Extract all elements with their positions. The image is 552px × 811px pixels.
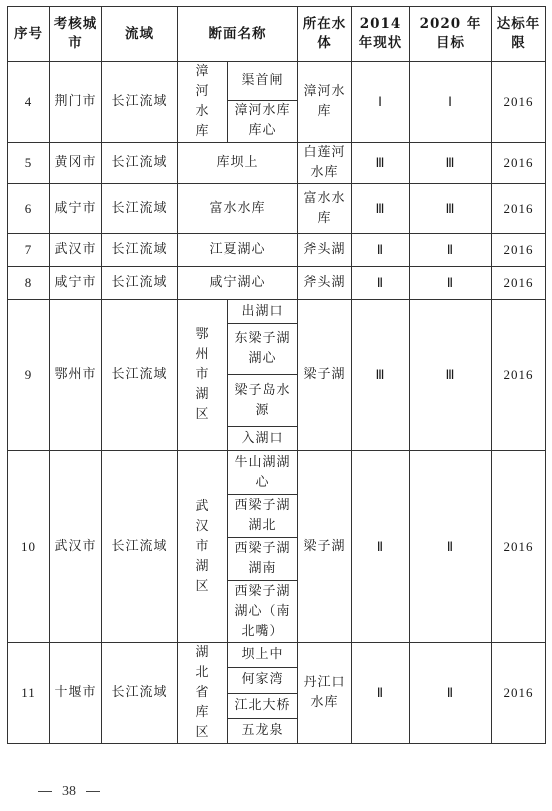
seq-cell (8, 643, 50, 744)
section-cell-text: 富水水库 (209, 200, 266, 216)
table-row (8, 62, 546, 101)
target-2020-cell-text: Ⅲ (445, 367, 456, 382)
city-cell (50, 62, 102, 143)
section-cell-text: 坝上中 (241, 647, 284, 663)
target-2020-cell (410, 62, 492, 143)
deadline-cell (492, 234, 546, 267)
target-2020-cell-text: Ⅱ (446, 538, 455, 554)
status-2014-cell (352, 62, 410, 143)
section-cell (228, 693, 298, 718)
deadline-cell-text: 2016 (503, 200, 534, 216)
city-cell-text: 咸宁市 (54, 275, 97, 290)
deadline-cell (492, 300, 546, 451)
section-cell (228, 100, 298, 142)
target-2020-cell (410, 234, 492, 267)
basin-cell (102, 451, 178, 643)
deadline-cell (492, 143, 546, 184)
table-row (8, 143, 546, 184)
water-cell-text: 梁子湖 (303, 367, 346, 382)
section-cell (228, 427, 298, 451)
section-cell-text: 西梁子湖湖南 (234, 541, 291, 576)
header-row (8, 7, 546, 62)
target-2020-cell-text: Ⅱ (446, 685, 455, 700)
status-2014-cell-text: Ⅱ (376, 685, 385, 700)
target-2020-cell (410, 300, 492, 451)
status-2014-cell (352, 300, 410, 451)
status-2014-cell-text: Ⅱ (376, 242, 385, 257)
status-2014-cell-text: Ⅲ (375, 367, 386, 382)
status-2014-cell (352, 143, 410, 184)
section-group-cell (178, 62, 228, 143)
basin-cell (102, 643, 178, 744)
target-2020-cell (410, 267, 492, 300)
deadline-cell (492, 184, 546, 234)
section-group-cell-text: 鄂州市湖区 (195, 327, 210, 422)
section-cell-text: 梁子岛水源 (234, 382, 291, 418)
section-cell-text: 何家湾 (241, 672, 284, 688)
section-cell-text: 五龙泉 (241, 722, 284, 738)
water-cell (298, 267, 352, 300)
page-footer (28, 784, 110, 800)
seq-cell (8, 267, 50, 300)
target-2020-cell (410, 143, 492, 184)
basin-cell (102, 300, 178, 451)
basin-cell-text: 长江流域 (111, 200, 168, 216)
deadline-cell-text: 2016 (503, 94, 534, 109)
water-quality-table (7, 6, 546, 744)
header-deadline: 达标年限 (492, 7, 546, 62)
city-cell-text: 十堰市 (54, 685, 97, 700)
target-2020-cell-text: Ⅰ (448, 94, 453, 109)
section-cell (178, 143, 298, 184)
section-cell (178, 184, 298, 234)
page-number: 38 (62, 784, 76, 799)
city-cell (50, 143, 102, 184)
table-row (8, 643, 546, 668)
deadline-cell-text: 2016 (503, 275, 534, 290)
section-group-cell (178, 300, 228, 451)
status-2014-cell (352, 184, 410, 234)
header-city: 考核城市 (50, 7, 102, 62)
basin-cell-text: 长江流域 (111, 275, 168, 290)
section-cell (228, 62, 298, 101)
section-cell (228, 668, 298, 693)
seq-cell-text: 4 (24, 94, 33, 109)
deadline-cell-text: 2016 (503, 538, 534, 554)
table-row (8, 184, 546, 234)
seq-cell (8, 234, 50, 267)
deadline-cell (492, 643, 546, 744)
basin-cell (102, 62, 178, 143)
deadline-cell-text: 2016 (503, 155, 534, 170)
section-cell (228, 643, 298, 668)
table-row (8, 300, 546, 324)
header-target-2020: 2020 年目标 (410, 7, 492, 62)
section-cell-text: 西梁子湖湖北 (234, 498, 291, 533)
section-cell-text: 出湖口 (241, 303, 284, 319)
section-group-cell-text: 漳河水库 (195, 64, 210, 139)
city-cell-text: 黄冈市 (54, 155, 97, 170)
water-cell-text: 斧头湖 (303, 242, 346, 257)
city-cell (50, 267, 102, 300)
section-group-cell-text: 湖北省库区 (195, 645, 210, 740)
status-2014-cell-text: Ⅲ (375, 155, 386, 170)
deadline-cell (492, 451, 546, 643)
target-2020-cell-text: Ⅲ (445, 155, 456, 170)
seq-cell (8, 451, 50, 643)
seq-cell-text: 6 (24, 200, 33, 216)
water-cell (298, 143, 352, 184)
section-cell (228, 495, 298, 538)
basin-cell-text: 长江流域 (111, 155, 168, 170)
section-cell (228, 581, 298, 643)
seq-cell-text: 9 (24, 367, 33, 382)
status-2014-cell (352, 643, 410, 744)
section-cell-text: 牛山湖湖心 (234, 454, 291, 490)
basin-cell (102, 143, 178, 184)
section-cell-text: 咸宁湖心 (209, 275, 266, 290)
water-cell-text: 梁子湖 (303, 538, 346, 554)
city-cell-text: 武汉市 (54, 242, 97, 257)
basin-cell-text: 长江流域 (111, 538, 168, 554)
water-cell (298, 643, 352, 744)
header-basin: 流域 (102, 7, 178, 62)
basin-cell-text: 长江流域 (111, 685, 168, 700)
status-2014-cell-text: Ⅱ (376, 538, 385, 554)
deadline-cell (492, 267, 546, 300)
target-2020-cell (410, 184, 492, 234)
seq-cell (8, 143, 50, 184)
footer-dash-left (38, 791, 52, 792)
header-section: 断面名称 (178, 7, 298, 62)
seq-cell-text: 7 (24, 242, 33, 257)
status-2014-cell-text: Ⅲ (375, 200, 386, 216)
section-cell (178, 267, 298, 300)
basin-cell (102, 234, 178, 267)
deadline-cell-text: 2016 (503, 367, 534, 382)
city-cell-text: 鄂州市 (54, 367, 97, 382)
deadline-cell-text: 2016 (503, 685, 534, 700)
target-2020-cell-text: Ⅲ (445, 200, 456, 216)
section-group-cell-text: 武汉市湖区 (195, 498, 210, 594)
seq-cell (8, 184, 50, 234)
seq-cell (8, 300, 50, 451)
city-cell-text: 武汉市 (54, 538, 97, 554)
basin-cell (102, 184, 178, 234)
seq-cell-text: 10 (21, 538, 36, 554)
section-group-cell (178, 643, 228, 744)
status-2014-cell-text: Ⅱ (376, 275, 385, 290)
status-2014-cell-text: Ⅰ (378, 94, 383, 109)
table-row (8, 451, 546, 495)
status-2014-cell (352, 267, 410, 300)
section-cell (228, 538, 298, 581)
section-group-cell (178, 451, 228, 643)
section-cell-text: 江夏湖心 (209, 242, 266, 257)
water-cell (298, 62, 352, 143)
basin-cell-text: 长江流域 (111, 242, 168, 257)
city-cell-text: 荆门市 (54, 94, 97, 109)
seq-cell-text: 11 (21, 685, 36, 700)
basin-cell (102, 267, 178, 300)
status-2014-cell (352, 234, 410, 267)
target-2020-cell (410, 643, 492, 744)
table-row (8, 267, 546, 300)
seq-cell-text: 8 (24, 275, 33, 290)
water-cell-text: 斧头湖 (303, 275, 346, 290)
table-row (8, 234, 546, 267)
section-cell (228, 300, 298, 324)
water-cell (298, 451, 352, 643)
city-cell (50, 234, 102, 267)
section-cell-text: 东梁子湖湖心 (234, 331, 291, 366)
section-cell-text: 渠首闸 (241, 72, 284, 88)
water-cell-text: 漳河水库 (303, 84, 346, 119)
header-status-2014: 2014 年现状 (352, 7, 410, 62)
section-cell (178, 234, 298, 267)
seq-cell-text: 5 (24, 155, 33, 170)
water-cell (298, 184, 352, 234)
section-cell-text: 江北大桥 (234, 697, 291, 713)
basin-cell-text: 长江流域 (111, 367, 168, 382)
water-cell-text: 富水水库 (303, 190, 346, 226)
city-cell (50, 451, 102, 643)
target-2020-cell-text: Ⅱ (446, 275, 455, 290)
seq-cell (8, 62, 50, 143)
water-cell-text: 白莲河水库 (303, 145, 346, 180)
section-cell-text: 漳河水库库心 (234, 103, 291, 139)
section-cell (228, 451, 298, 495)
section-cell-text: 入湖口 (241, 430, 284, 446)
footer-dash-right (86, 791, 100, 792)
target-2020-cell-text: Ⅱ (446, 242, 455, 257)
header-water: 所在水体 (298, 7, 352, 62)
basin-cell-text: 长江流域 (111, 94, 168, 109)
section-cell (228, 718, 298, 743)
section-cell (228, 375, 298, 427)
deadline-cell-text: 2016 (503, 242, 534, 257)
deadline-cell (492, 62, 546, 143)
city-cell (50, 643, 102, 744)
target-2020-cell (410, 451, 492, 643)
city-cell-text: 咸宁市 (54, 200, 97, 216)
water-cell (298, 300, 352, 451)
section-cell (228, 324, 298, 375)
water-cell-text: 丹江口水库 (303, 675, 346, 710)
section-cell-text: 库坝上 (216, 155, 259, 170)
header-seq: 序号 (8, 7, 50, 62)
city-cell (50, 184, 102, 234)
water-cell (298, 234, 352, 267)
city-cell (50, 300, 102, 451)
status-2014-cell (352, 451, 410, 643)
section-cell-text: 西梁子湖湖心（南北嘴） (234, 583, 291, 639)
